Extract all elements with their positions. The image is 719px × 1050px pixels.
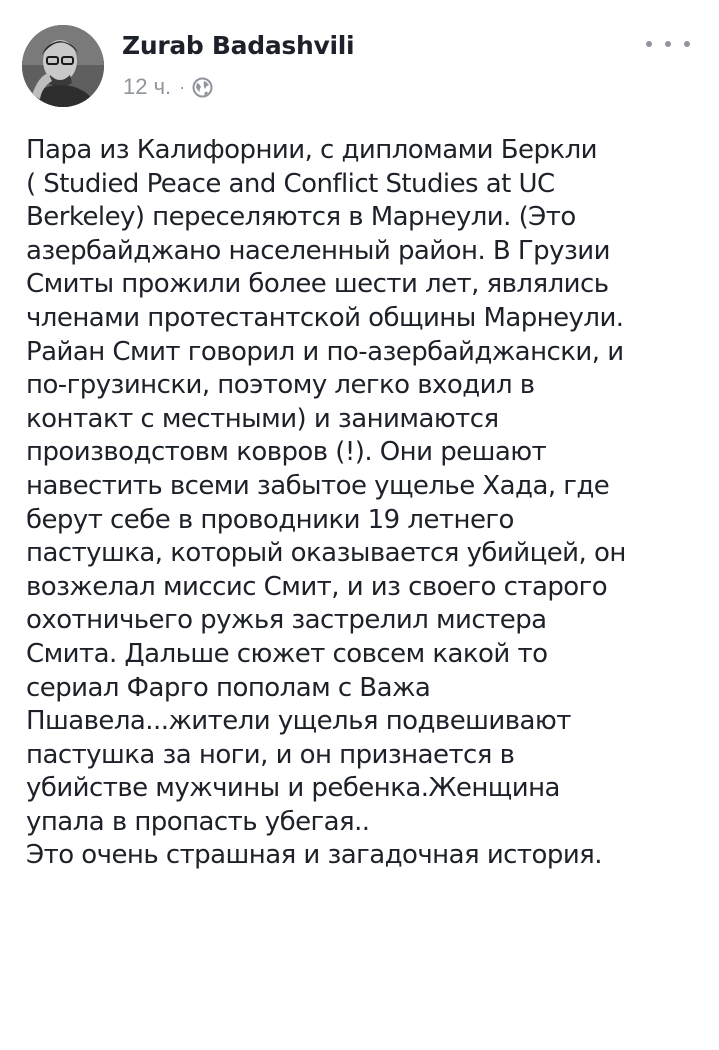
post-text-line: ( Studied Peace and Conflict Studies at UC [26,168,555,199]
post-text-line: навестить всеми забытое ущелье Хада, где [26,470,610,501]
post-text-line: убийстве мужчины и ребенка.Женщина [26,773,560,804]
post-text-line: по-грузински, поэтому легко входил в [26,370,535,401]
more-options-icon [665,41,671,47]
post-text-line: охотничьего ружья застрелил мистера [26,605,547,636]
post-text-line: Berkeley) переселяются в Марнеули. (Это [26,202,576,233]
post-text-line: пастушка за ноги, и он признается в [26,739,515,770]
post-text-line: сериал Фарго пополам с Важа [26,672,431,703]
post-text-line: Райан Смит говорил и по-азербайджански, и [26,336,624,367]
author-name[interactable]: Zurab Badashvili [122,31,355,60]
post-text-line: упала в пропасть убегая.. [26,806,370,837]
post-text-line: азербайджано населенный район. В Грузии [26,235,610,266]
post-meta [123,74,213,100]
post-header [0,0,719,120]
post-text-line: Пшавела...жители ущелья подвешивают [26,706,571,737]
post-text-line: Смиты прожили более шести лет, являлись [26,269,609,300]
post-timestamp[interactable]: 12 ч. [123,74,172,99]
author-photo-icon [22,25,104,107]
more-options-icon [646,41,652,47]
post-text-line: возжелал миссис Смит, и из своего старого [26,571,608,602]
post-text-line: Пара из Калифорнии, с дипломами Беркли [26,135,597,165]
more-options-icon [684,41,690,47]
post-text-line: Это очень страшная и загадочная история. [26,840,602,871]
post-text [26,134,706,873]
post-text-line: производстовм ковров (!). Они решают [26,437,547,468]
meta-separator: · [179,76,186,97]
more-options-button[interactable] [646,34,690,54]
avatar[interactable] [22,25,104,107]
post-text-line: пастушка, который оказывается убийцей, он [26,538,626,569]
globe-icon[interactable] [192,77,213,98]
post-text-line: контакт с местными) и занимаются [26,403,499,434]
post-text-line: Смита. Дальше сюжет совсем какой то [26,638,548,669]
post-text-line: членами протестантской общины Марнеули. [26,302,624,333]
post-text-line: берут себе в проводники 19 летнего [26,504,514,535]
